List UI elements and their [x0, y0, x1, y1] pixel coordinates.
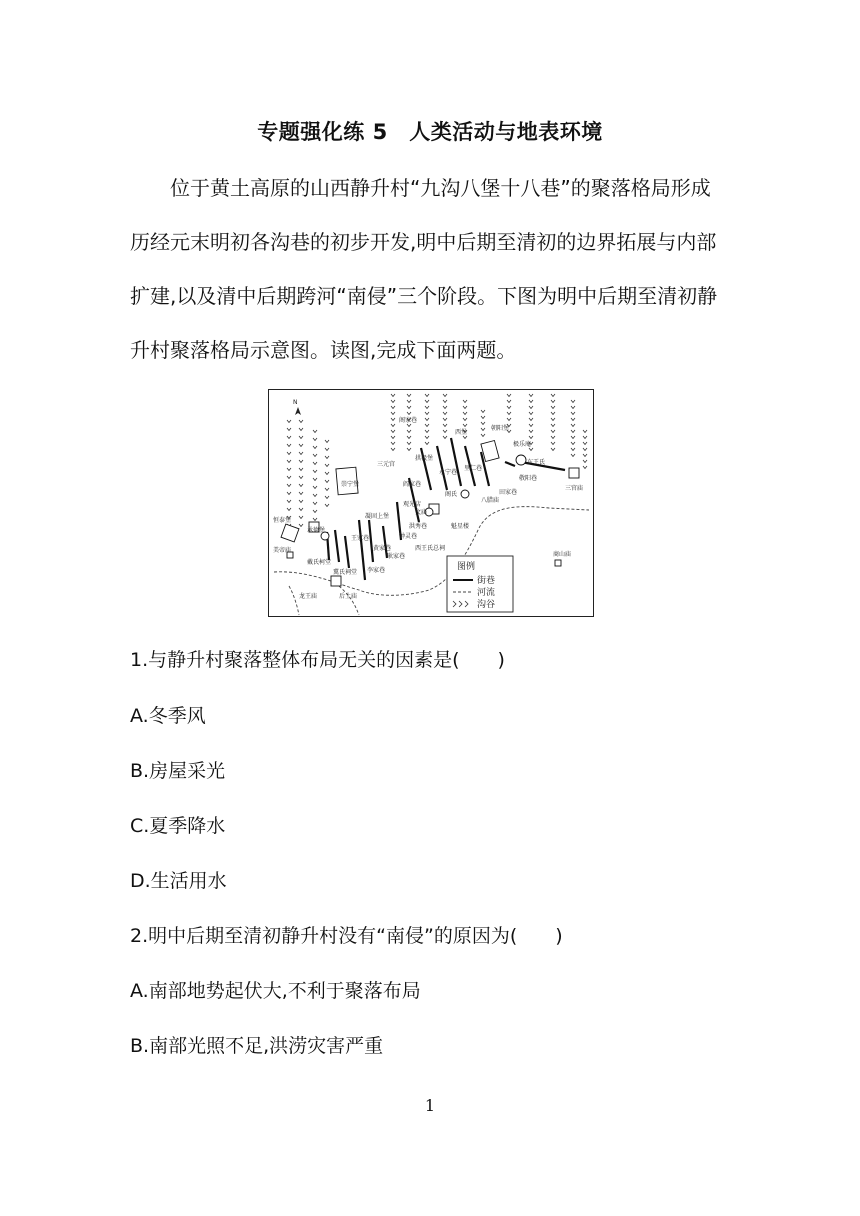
intro-paragraph	[130, 161, 730, 377]
gully-chevron	[313, 470, 317, 473]
gully-chevron	[551, 394, 555, 397]
map-label: 阁氏	[445, 491, 458, 498]
map-label: 极乐庵	[513, 441, 532, 448]
map-label: 敬阳巷	[519, 475, 538, 482]
gully-chevron	[571, 418, 575, 421]
gully-chevron	[287, 444, 291, 447]
legend-title: 图例	[457, 562, 476, 572]
gully-chevron	[287, 452, 291, 455]
gully-chevron	[571, 430, 575, 433]
gully-chevron	[391, 448, 395, 451]
gully-chevron	[299, 492, 303, 495]
gully-chevron	[425, 412, 429, 415]
gully-chevron	[391, 394, 395, 397]
paragraph-line: 历经元末明初各沟巷的初步开发,明中后期至清初的边界拓展与内部	[130, 230, 717, 254]
gully-chevron	[287, 500, 291, 503]
gully-chevron	[529, 424, 533, 427]
gully-chevron	[443, 436, 447, 439]
question-1-option-b: B.房屋采光	[130, 760, 226, 782]
gully-chevron	[443, 418, 447, 421]
gully-chevron	[287, 420, 291, 423]
map-label: 承德堡	[307, 527, 326, 534]
gully-chevron	[425, 418, 429, 421]
paragraph-line: 扩建,以及清中后期跨河“南侵”三个阶段。下图为明中后期至清初静	[130, 284, 718, 308]
question-2-option-b: B.南部光照不足,洪涝灾害严重	[130, 1035, 384, 1057]
map-label: 凝固上堡	[365, 513, 390, 520]
gully-chevron	[407, 448, 411, 451]
gully-chevron	[571, 442, 575, 445]
gully-chevron	[299, 524, 303, 527]
gully-chevron	[463, 400, 467, 403]
map-label: 钟灵巷	[399, 533, 418, 540]
gully-chevron	[407, 430, 411, 433]
map-label: 王家巷	[351, 535, 370, 542]
map-label: 冀氏祠堂	[333, 569, 358, 576]
gully-chevron	[313, 510, 317, 513]
gully-chevron	[583, 448, 587, 451]
gully-chevron	[287, 460, 291, 463]
map-label: 崇宁堡	[341, 481, 360, 488]
gully-chevron	[425, 400, 429, 403]
gully-chevron	[325, 464, 329, 467]
map-label: 西堡	[455, 429, 468, 436]
gully-chevron	[551, 442, 555, 445]
document-title: 专题强化练 5 人类活动与地表环境	[257, 120, 603, 144]
gully-chevron	[407, 442, 411, 445]
map-label: 八腊庙	[481, 497, 500, 504]
gully-chevron	[529, 436, 533, 439]
gully-chevron	[507, 418, 511, 421]
gully-chevron	[443, 430, 447, 433]
gully-chevron	[443, 400, 447, 403]
map-legend	[447, 556, 513, 612]
gully-chevron	[407, 436, 411, 439]
gully-chevron	[407, 424, 411, 427]
gully-chevron	[287, 484, 291, 487]
gully-chevron	[507, 412, 511, 415]
gully-chevron	[551, 406, 555, 409]
gully-chevron	[391, 412, 395, 415]
gully-chevron	[391, 406, 395, 409]
gully-chevron	[391, 430, 395, 433]
gully-chevron	[481, 434, 485, 437]
village-layout-map	[268, 389, 594, 617]
gully-chevron	[313, 438, 317, 441]
gully-chevron	[529, 418, 533, 421]
gully-chevron	[583, 454, 587, 457]
gully-chevron	[313, 446, 317, 449]
map-label: 三元宫	[377, 461, 396, 468]
gully-chevron	[481, 422, 485, 425]
map-label: 耿家巷	[387, 553, 406, 560]
gully-chevron	[425, 430, 429, 433]
map-label: 商山庙	[553, 551, 572, 558]
gully-chevron	[425, 406, 429, 409]
gully-chevron	[287, 436, 291, 439]
map-label: 西王氏总祠	[415, 545, 446, 552]
paragraph-line: 升村聚落格局示意图。读图,完成下面两题。	[130, 338, 517, 362]
gully-chevron	[571, 436, 575, 439]
gully-chevron	[551, 424, 555, 427]
gully-chevron	[481, 428, 485, 431]
gully-chevron	[551, 418, 555, 421]
map-label: 阁家巷	[399, 417, 418, 424]
gully-chevron	[425, 436, 429, 439]
gully-chevron	[325, 448, 329, 451]
gully-chevron	[325, 440, 329, 443]
gully-chevron	[551, 436, 555, 439]
gully-chevron	[551, 448, 555, 451]
gully-chevron	[287, 468, 291, 471]
gully-chevron	[443, 406, 447, 409]
gully-chevron	[507, 400, 511, 403]
gully-chevron	[325, 496, 329, 499]
gully-chevron	[299, 484, 303, 487]
gully-chevron	[407, 406, 411, 409]
gully-chevron	[313, 486, 317, 489]
gully-chevron	[529, 430, 533, 433]
question-2: 2.明中后期至清初静升村没有“南侵”的原因为( )	[130, 925, 563, 947]
map-label: 朝阳堡	[491, 425, 510, 432]
gully-chevron	[425, 442, 429, 445]
river-branch	[289, 586, 299, 615]
gully-chevron	[583, 442, 587, 445]
gully-chevron	[507, 406, 511, 409]
gully-chevron	[463, 406, 467, 409]
map-label: 观光店	[403, 501, 422, 508]
gully-chevron	[529, 406, 533, 409]
gully-chevron	[299, 428, 303, 431]
gully-chevron	[407, 394, 411, 397]
gully-chevron	[583, 430, 587, 433]
question-1-option-a: A.冬季风	[130, 705, 206, 727]
gully-chevron	[313, 430, 317, 433]
river-branch	[339, 586, 359, 615]
gully-chevron	[391, 436, 395, 439]
map-svg	[269, 390, 593, 616]
map-label: 洪秀巷	[409, 523, 428, 530]
question-1-option-c: C.夏季降水	[130, 815, 226, 837]
gully-chevron	[571, 412, 575, 415]
gully-chevron	[529, 412, 533, 415]
gully-chevron	[287, 492, 291, 495]
gully-chevron	[583, 436, 587, 439]
gully-chevron	[299, 420, 303, 423]
map-label: 拱极堡	[415, 455, 434, 462]
gully-chevron	[425, 394, 429, 397]
gully-chevron	[463, 424, 467, 427]
legend-gully: 沟谷	[477, 600, 496, 610]
gully-chevron	[299, 436, 303, 439]
gully-chevron	[299, 452, 303, 455]
gully-chevron	[481, 416, 485, 419]
gully-chevron	[391, 442, 395, 445]
gully-chevron	[287, 508, 291, 511]
gully-chevron	[313, 518, 317, 521]
gully-chevron	[407, 400, 411, 403]
gully-chevron	[529, 394, 533, 397]
map-label: 美帝庙	[273, 547, 292, 554]
map-label: 李家巷	[367, 567, 386, 574]
gully-chevron	[299, 460, 303, 463]
gully-chevron	[529, 448, 533, 451]
map-label: 文庙	[415, 509, 428, 516]
map-label: 龙王庙	[299, 593, 318, 600]
gully-chevron	[463, 418, 467, 421]
gully-chevron	[551, 430, 555, 433]
gully-chevron	[299, 516, 303, 519]
gully-chevron	[299, 444, 303, 447]
gully-chevron	[571, 424, 575, 427]
map-label: 阎家巷	[403, 481, 422, 488]
gully-chevron	[325, 504, 329, 507]
gully-chevron	[571, 406, 575, 409]
map-label: 东王氏	[527, 459, 546, 466]
gully-chevron	[325, 472, 329, 475]
gully-chevron	[443, 412, 447, 415]
paragraph-line: 位于黄土高原的山西静升村“九沟八堡十八巷”的聚落格局形成	[170, 176, 711, 200]
gully-chevron	[313, 454, 317, 457]
gully-chevron	[325, 488, 329, 491]
gully-chevron	[299, 508, 303, 511]
gully-chevron	[529, 400, 533, 403]
gully-chevron	[391, 400, 395, 403]
map-label: 魁星楼	[451, 523, 470, 530]
question-1: 1.与静升村聚落整体布局无关的因素是( )	[130, 649, 505, 671]
gully-chevron	[551, 400, 555, 403]
question-1-option-d: D.生活用水	[130, 870, 227, 892]
map-label: 里仁巷	[464, 465, 483, 472]
gully-chevron	[313, 478, 317, 481]
gully-chevron	[325, 480, 329, 483]
gully-chevron	[313, 494, 317, 497]
gully-chevron	[287, 476, 291, 479]
map-label: 戴氏柯堂	[307, 559, 332, 566]
map-label: 田家巷	[499, 489, 518, 496]
gully-chevron	[551, 412, 555, 415]
gully-chevron	[481, 410, 485, 413]
question-2-option-a: A.南部地势起伏大,不利于聚落布局	[130, 980, 421, 1002]
gully-chevron	[507, 394, 511, 397]
gully-chevron	[571, 454, 575, 457]
gully-chevron	[583, 466, 587, 469]
page-number: 1	[424, 1096, 436, 1115]
map-label: 后土庙	[339, 593, 358, 600]
gully-chevron	[313, 462, 317, 465]
gully-chevron	[571, 400, 575, 403]
legend-river: 河流	[477, 588, 496, 598]
gully-chevron	[425, 424, 429, 427]
gully-chevron	[463, 436, 467, 439]
gully-chevron	[299, 500, 303, 503]
map-label: 永宁巷	[439, 469, 458, 476]
gully-chevron	[391, 424, 395, 427]
north-label: N	[293, 399, 298, 406]
gully-chevron	[443, 394, 447, 397]
gully-chevron	[443, 424, 447, 427]
gully-chevron	[407, 412, 411, 415]
gully-chevron	[299, 468, 303, 471]
gully-chevron	[571, 448, 575, 451]
gully-chevron	[391, 418, 395, 421]
gully-chevron	[583, 460, 587, 463]
map-label: 黄家巷	[373, 545, 392, 552]
gully-chevron	[325, 456, 329, 459]
map-label: 三官庙	[565, 485, 584, 492]
map-label: 恒泰堡	[273, 517, 292, 524]
gully-chevron	[463, 412, 467, 415]
gully-chevron	[299, 476, 303, 479]
gully-chevron	[287, 428, 291, 431]
legend-street: 街巷	[477, 576, 496, 586]
north-arrow-icon	[295, 407, 301, 415]
gully-chevron	[313, 502, 317, 505]
